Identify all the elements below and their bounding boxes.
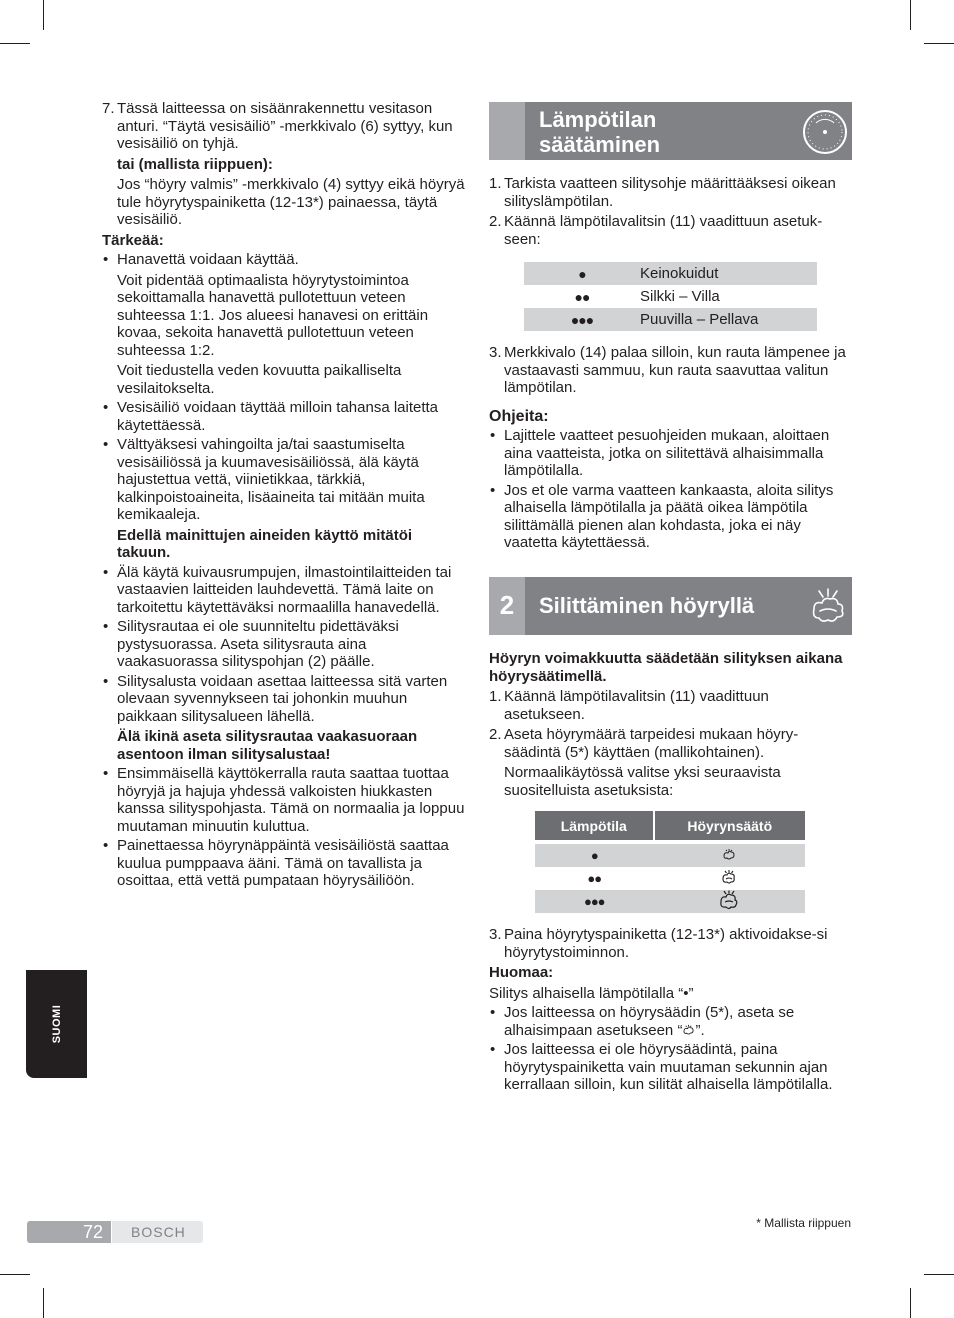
footnote: * Mallista riippuen [756,1216,851,1230]
crop-mark [43,0,44,30]
crop-mark [0,1274,30,1275]
dots-cell: ●●● [535,890,654,913]
step-number: 7. [102,100,115,117]
step-number: 3. [489,344,502,361]
brand-name: BOSCH [131,1224,186,1240]
bullet-text-part: ”. [695,1021,705,1039]
bullet-text: • Lajittele vaatteet pesuohjeiden mukaan, aloittaen aina vaatteista, jotka on silitettävä alhaisimmalla lämpötilalla. [504,427,830,479]
left-column [102,100,466,890]
fabric-cell: Keinokuidut [640,262,817,285]
step-number: 3. [489,926,502,943]
table-row [524,262,817,285]
section-title [539,107,660,157]
dots-cell: ● [535,844,654,867]
column-header: Lämpötila [535,811,654,840]
steam-low-icon [682,1024,695,1035]
important-label: Tärkeää: [102,231,164,249]
table-row [535,890,805,913]
intro-text: Höyryn voimakkuutta säädetään silityksen aikana höyrysäätimellä. [489,650,843,685]
step-text: Käännä lämpötilavalitsin (11) vaadittuun asetuk-seen: [504,213,823,248]
bullet-item [102,564,466,617]
bullet-item [102,436,466,524]
warning-text: Älä ikinä aseta silitysrautaa vaakasuoraan asentoon ilman silitysalustaa! [117,728,418,763]
bullet-item [489,1041,851,1094]
steam-level-cell [654,844,806,867]
temperature-table [524,262,817,331]
steam-level-cell [654,867,806,890]
crop-mark [43,1288,44,1318]
bullet-item [489,427,851,480]
step-3 [489,926,851,961]
steam-medium-icon [721,869,737,885]
paragraph: Normaalikäytössä valitse yksi seuraavista suositelluista asetuksista: [504,764,781,799]
step-text: Tarkista vaatteen silitysohje määrittääksesi oikean silityslämpötilan. [504,175,836,210]
bullet-text: • Jos et ole varma vaatteen kankaasta, aloita silitys alhaisella lämpötilalla ja päätä oikea lämpötila silittämällä pienen alan kohdasta, joka ei näy vaatetta käytettäessä. [504,481,834,551]
steam-section [489,650,851,799]
crop-mark [924,1274,954,1275]
bullet-item [102,765,466,835]
bullet-item [102,837,466,890]
dots-cell: ● [524,262,640,285]
page-number: 72 [82,1222,103,1242]
bullet-text: • Välttyäksesi vahingoilta ja/tai saastumiselta vesisäiliössä ja kuumavesisäiliössä, älä käytä hajustettua vettä, viinietikkaa, tärkkiä, kalkinpoistoaineita, lisäaineita tai mitään muita kemikaaleja. [117,436,425,523]
title-line: säätäminen [539,132,661,157]
bullet-item [102,399,466,434]
or-text: Jos “höyry valmis” -merkkivalo (4) syttyy eikä höyryä tule höyrytyspainiketta (12-13*) painaessa, täytä vesisäiliö. [117,176,465,228]
table-row [524,308,817,331]
dots-cell: ●●● [524,308,640,331]
step-3 [489,344,851,397]
note-label: Huomaa: [489,964,554,981]
or-label: tai (mallista riippuen): [117,155,273,173]
brand-box [112,1221,203,1243]
section-number: 2 [499,590,515,620]
step-text: Aseta höyrymäärä tarpeidesi mukaan höyry-säädintä (5*) käyttäen (mallikohtainen). [504,726,799,761]
title-line: Lämpötilan [539,107,657,132]
bullet-text [504,1004,851,1039]
step-text: Tässä laitteessa on sisäänrakennettu vesitason anturi. “Täytä vesisäiliö” -merkkivalo (6) syttyy, kun vesisäiliö on tyhjä. [117,100,453,152]
step-1 [489,175,851,210]
step-2 [489,726,851,761]
step-number: 1. [489,175,502,192]
note-text: Silitys alhaisella lämpötilalla “•” [489,984,694,1002]
bullet-text-part: Jos laitteessa on höyrysäädin (5*), aseta se alhaisimpaan asetukseen “ [504,1004,795,1039]
header-tab [489,102,525,160]
column-header: Höyrynsäätö [654,811,806,840]
step-number: 2. [489,726,502,743]
steam-high-icon [719,890,739,910]
table-row [535,867,805,890]
crop-mark [0,43,30,44]
step-number: 1. [489,688,502,705]
table-row [524,285,817,308]
bullet-item [102,618,466,671]
dots-cell: ●● [574,288,590,305]
paragraph: Voit tiedustella veden kovuutta paikalliselta vesilaitokselta. [117,362,402,397]
bullet-text: • Painettaessa höyrynäppäintä vesisäiliöstä saattaa kuulua pumppaava ääni. Tämä on tavallista ja osoittaa, että vettä pumpataan höyrysäiliöön. [117,837,449,889]
section-title: Silittäminen höyryllä [539,593,755,618]
step-text: Käännä lämpötilavalitsin (11) vaadittuun asetukseen. [504,688,769,723]
bullet-item [489,482,851,552]
crop-mark [910,1288,911,1318]
language-label: SUOMI [50,1004,63,1044]
temperature-section-continued [489,344,851,552]
temperature-dial-icon [802,109,848,155]
section-header-temperature [489,102,852,160]
header-tab [489,577,525,635]
fabric-cell: Silkki – Villa [640,288,720,305]
step-text: Merkkivalo (14) palaa silloin, kun rauta lämpenee ja vastaavasti sammuu, kun rauta saavuttaa valitun lämpötilan. [504,344,846,396]
bullet-item [102,251,466,269]
step-2 [489,213,851,248]
steam-level-cell [654,890,806,913]
step-7 [102,100,466,153]
bullet-item [102,673,466,726]
language-side-tab [26,970,87,1078]
table-row [535,844,805,867]
bullet-text: • Silitysrautaa ei ole suunniteltu pidettäväksi pystysuorassa. Aseta silitysrauta aina vaakasuorassa silityspohjan (2) päälle. [117,618,399,670]
steam-icon [810,587,846,625]
bullet-text: • Älä käytä kuivausrumpujen, ilmastointilaitteiden tai vastaavien laitteiden lauhdevettä. Tämä laite on tarkoitettu käytettäväksi normaalilla hanavedellä. [117,563,452,616]
steam-low-icon [722,848,736,860]
bullet-text: • Hanavettä voidaan käyttää. [117,251,299,268]
crop-mark [910,0,911,30]
step-number: 2. [489,213,502,230]
page-number-box [27,1221,111,1243]
fabric-cell: Puuvilla – Pellava [640,308,817,331]
section-header-steam [489,577,852,635]
bullet-text: • Vesisäiliö voidaan täyttää milloin tahansa laitetta käytettäessä. [117,399,439,434]
tips-label: Ohjeita: [489,407,549,425]
bullet-text: • Ensimmäisellä käyttökerralla rauta saattaa tuottaa höyryjä ja hajuja yhdessä valkoisten hiukkasten kanssa silityspohjasta. Tämä on normaalia ja loppuu muutaman minuutin kuluttua. [117,765,465,835]
steam-section-continued [489,926,851,1094]
bullet-text: • Jos laitteessa ei ole höyrysäädintä, paina höyrytyspainiketta vain muutaman sekunnin ajan kerrallaan silloin, kun silität alhaisella lämpötilalla. [504,1041,833,1093]
bullet-item [489,1004,851,1039]
temperature-section [489,175,851,248]
steam-settings-table [535,811,805,913]
warning-text: Edellä mainittujen aineiden käyttö mitätöi takuun. [117,526,413,561]
step-text: Paina höyrytyspainiketta (12-13*) aktivoidakse-si höyrytystoiminnon. [504,926,828,961]
paragraph: Voit pidentää optimaalista höyrytystoimintoa sekoittamalla hanavettä pullotettuun veteen suhteessa 1:1. Jos alueesi hanavesi on erittäin kovaa, sekoita hanavettä pullotettuun veteen suhteessa 1:2. [117,271,429,359]
bullet-text: • Silitysalusta voidaan asettaa laitteessa sitä varten olevaan syvennykseen tai johonkin muuhun paikkaan silitysalueen lähellä. [117,672,448,725]
table-header-row [535,811,805,840]
crop-mark [924,43,954,44]
step-1 [489,688,851,723]
dots-cell: ●● [587,871,602,886]
